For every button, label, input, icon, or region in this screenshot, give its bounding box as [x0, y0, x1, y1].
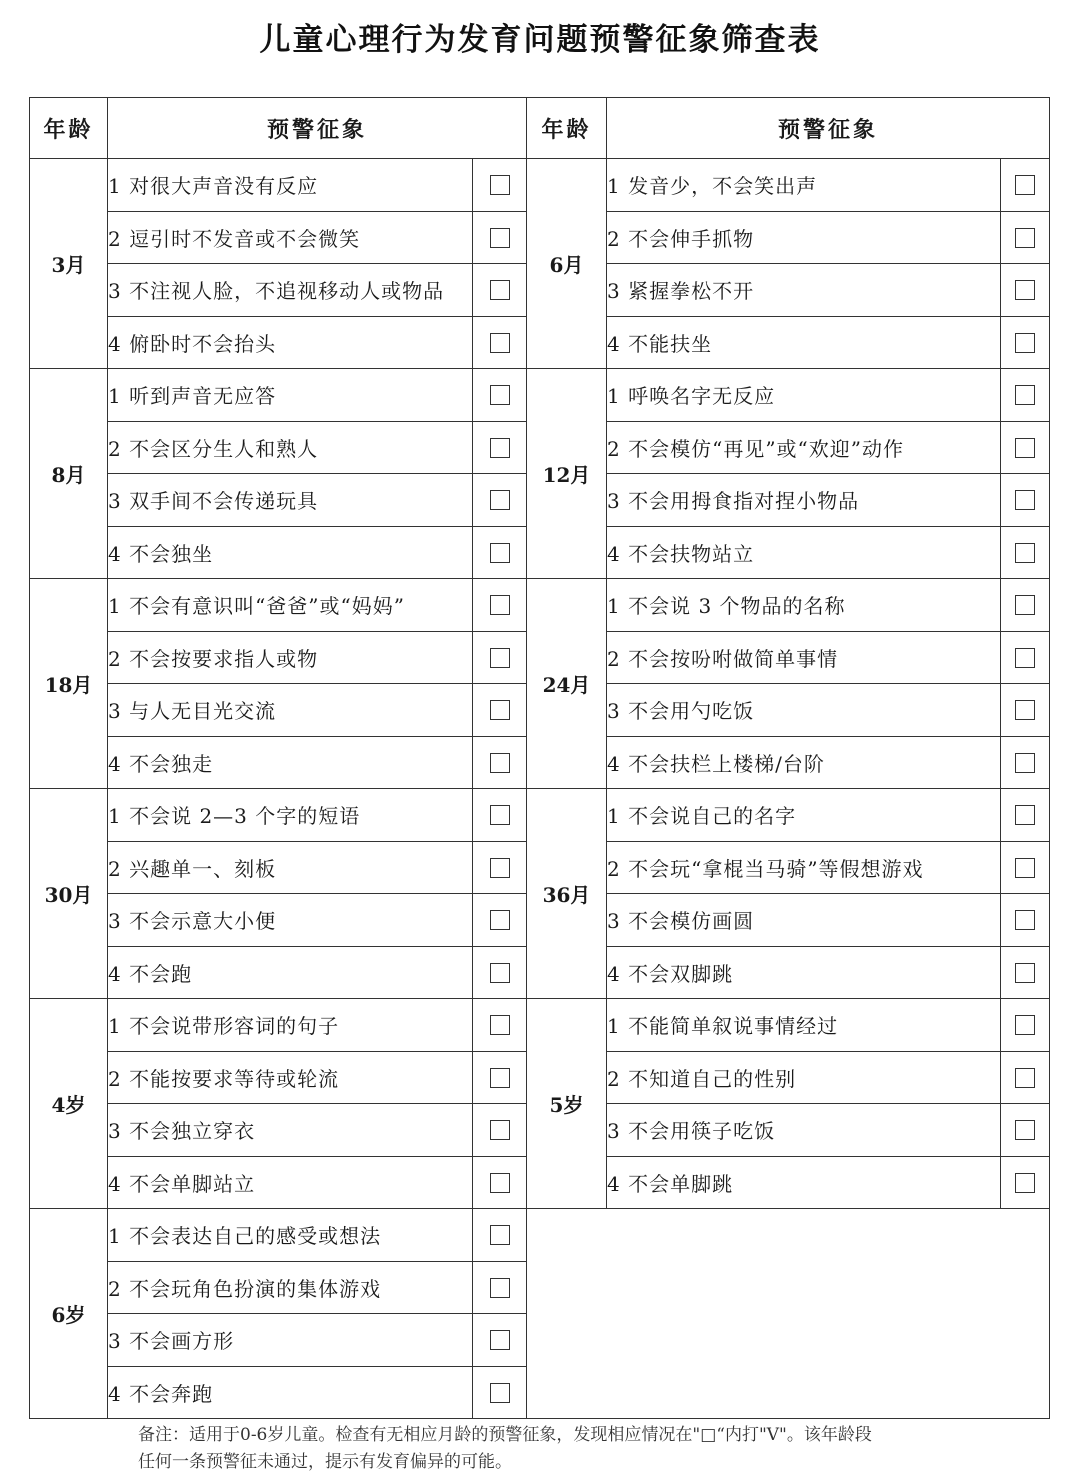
checkbox-cell [1001, 264, 1050, 317]
checkbox-cell [1001, 631, 1050, 684]
checkbox[interactable] [1015, 1015, 1035, 1035]
age-cell: 6岁 [30, 1209, 108, 1419]
sign-text: 1 对很大声音没有反应 [108, 159, 473, 212]
checkbox-cell [473, 579, 527, 632]
checkbox[interactable] [490, 963, 510, 983]
sign-text: 3 不会画方形 [108, 1314, 473, 1367]
checkbox[interactable] [1015, 753, 1035, 773]
sign-text: 3 不会独立穿衣 [108, 1104, 473, 1157]
checkbox-cell [473, 684, 527, 737]
header-age-left: 年龄 [30, 98, 108, 159]
checkbox-cell [473, 1314, 527, 1367]
age-cell: 30月 [30, 789, 108, 999]
sign-text: 4 不能扶坐 [607, 316, 1001, 369]
checkbox-cell [473, 631, 527, 684]
sign-text: 1 听到声音无应答 [108, 369, 473, 422]
sign-text: 3 不注视人脸，不追视移动人或物品 [108, 264, 473, 317]
sign-text: 2 兴趣单一、刻板 [108, 841, 473, 894]
sign-text: 1 发音少，不会笑出声 [607, 159, 1001, 212]
checkbox-cell [1001, 841, 1050, 894]
checkbox-cell [473, 1051, 527, 1104]
checkbox-cell [473, 421, 527, 474]
sign-text: 2 不会模仿“再见”或“欢迎”动作 [607, 421, 1001, 474]
checkbox[interactable] [1015, 333, 1035, 353]
sign-text: 4 不会双脚跳 [607, 946, 1001, 999]
sign-text: 3 紧握拳松不开 [607, 264, 1001, 317]
age-cell: 8月 [30, 369, 108, 579]
sign-text: 4 不会单脚站立 [108, 1156, 473, 1209]
checkbox[interactable] [490, 490, 510, 510]
checkbox-cell [473, 1104, 527, 1157]
header-age-right: 年龄 [527, 98, 607, 159]
sign-text: 4 不会奔跑 [108, 1366, 473, 1419]
sign-text: 3 不会模仿画圆 [607, 894, 1001, 947]
checkbox[interactable] [1015, 438, 1035, 458]
checkbox[interactable] [1015, 175, 1035, 195]
checkbox[interactable] [490, 333, 510, 353]
checkbox[interactable] [490, 228, 510, 248]
checkbox-cell [473, 841, 527, 894]
sign-text: 3 与人无目光交流 [108, 684, 473, 737]
sign-text: 3 不会用筷子吃饭 [607, 1104, 1001, 1157]
table-row [30, 789, 1050, 842]
sign-text: 1 不会有意识叫“爸爸”或“妈妈” [108, 579, 473, 632]
age-cell: 4岁 [30, 999, 108, 1209]
checkbox-cell [1001, 736, 1050, 789]
sign-text: 2 不会伸手抓物 [607, 211, 1001, 264]
checkbox-cell [473, 526, 527, 579]
checkbox[interactable] [490, 648, 510, 668]
age-cell: 3月 [30, 159, 108, 369]
checkbox-cell [1001, 1104, 1050, 1157]
checkbox-cell [1001, 946, 1050, 999]
checkbox-cell [473, 211, 527, 264]
table-header-row [30, 98, 1050, 159]
checkbox-cell [473, 264, 527, 317]
sign-text: 2 不会区分生人和熟人 [108, 421, 473, 474]
checkbox[interactable] [1015, 280, 1035, 300]
checkbox-cell [1001, 684, 1050, 737]
empty-cell [527, 1209, 1050, 1419]
sign-text: 1 不会说 2—3 个字的短语 [108, 789, 473, 842]
checkbox-cell [473, 159, 527, 212]
sign-text: 4 不会扶物站立 [607, 526, 1001, 579]
footnote-line: 备注：适用于0-6岁儿童。检查有无相应月龄的预警征象，发现相应情况在"□“内打"V"。该年龄段 [138, 1425, 872, 1445]
checkbox-cell [1001, 1051, 1050, 1104]
sign-text: 4 不会跑 [108, 946, 473, 999]
age-cell: 18月 [30, 579, 108, 789]
age-cell: 6月 [527, 159, 607, 369]
table-body [30, 159, 1050, 1419]
checkbox[interactable] [490, 1225, 510, 1245]
checkbox[interactable] [1015, 1173, 1035, 1193]
checkbox-cell [473, 1209, 527, 1262]
checkbox[interactable] [1015, 1068, 1035, 1088]
checkbox-cell [473, 1261, 527, 1314]
checkbox[interactable] [490, 1068, 510, 1088]
checkbox[interactable] [1015, 1120, 1035, 1140]
screening-table [29, 97, 1050, 1419]
footnote-line: 任何一条预警征未通过，提示有发育偏异的可能。 [138, 1452, 512, 1472]
checkbox-cell [1001, 894, 1050, 947]
checkbox[interactable] [490, 858, 510, 878]
checkbox[interactable] [490, 1383, 510, 1403]
table-row [30, 369, 1050, 422]
sign-text: 2 不会按要求指人或物 [108, 631, 473, 684]
checkbox[interactable] [490, 175, 510, 195]
checkbox[interactable] [490, 805, 510, 825]
sign-text: 4 不会扶栏上楼梯/台阶 [607, 736, 1001, 789]
checkbox-cell [1001, 369, 1050, 422]
sign-text: 2 不能按要求等待或轮流 [108, 1051, 473, 1104]
sign-text: 1 不能简单叙说事情经过 [607, 999, 1001, 1052]
sign-text: 3 不会用勺吃饭 [607, 684, 1001, 737]
sign-text: 4 不会单脚跳 [607, 1156, 1001, 1209]
sign-text: 3 不会用拇食指对捏小物品 [607, 474, 1001, 527]
checkbox[interactable] [1015, 910, 1035, 930]
checkbox[interactable] [490, 1015, 510, 1035]
checkbox-cell [1001, 159, 1050, 212]
checkbox-cell [473, 474, 527, 527]
sign-text: 1 不会表达自己的感受或想法 [108, 1209, 473, 1262]
header-signs-left: 预警征象 [108, 98, 527, 159]
page-title: 儿童心理行为发育问题预警征象筛查表 [259, 22, 821, 58]
checkbox-cell [473, 789, 527, 842]
checkbox[interactable] [1015, 963, 1035, 983]
checkbox-cell [1001, 579, 1050, 632]
checkbox-cell [473, 999, 527, 1052]
checkbox-cell [473, 894, 527, 947]
checkbox[interactable] [490, 1330, 510, 1350]
sign-text: 1 呼唤名字无反应 [607, 369, 1001, 422]
checkbox-cell [473, 946, 527, 999]
sign-text: 3 不会示意大小便 [108, 894, 473, 947]
checkbox[interactable] [490, 1173, 510, 1193]
checkbox[interactable] [1015, 385, 1035, 405]
age-cell: 24月 [527, 579, 607, 789]
checkbox-cell [1001, 526, 1050, 579]
footnote [138, 1422, 998, 1476]
checkbox-cell [473, 369, 527, 422]
checkbox[interactable] [1015, 700, 1035, 720]
checkbox-cell [1001, 421, 1050, 474]
checkbox[interactable] [490, 700, 510, 720]
age-cell: 5岁 [527, 999, 607, 1209]
checkbox[interactable] [490, 595, 510, 615]
sign-text: 2 不知道自己的性别 [607, 1051, 1001, 1104]
checkbox-cell [1001, 999, 1050, 1052]
checkbox-cell [1001, 316, 1050, 369]
checkbox[interactable] [490, 1120, 510, 1140]
checkbox-cell [473, 316, 527, 369]
checkbox[interactable] [1015, 805, 1035, 825]
sign-text: 3 双手间不会传递玩具 [108, 474, 473, 527]
checkbox[interactable] [1015, 543, 1035, 563]
checkbox[interactable] [1015, 228, 1035, 248]
sign-text: 2 不会玩“拿棍当马骑”等假想游戏 [607, 841, 1001, 894]
age-cell: 36月 [527, 789, 607, 999]
sign-text: 4 不会独走 [108, 736, 473, 789]
age-cell: 12月 [527, 369, 607, 579]
sign-text: 2 不会玩角色扮演的集体游戏 [108, 1261, 473, 1314]
checkbox-cell [1001, 211, 1050, 264]
sign-text: 1 不会说 3 个物品的名称 [607, 579, 1001, 632]
checkbox[interactable] [1015, 648, 1035, 668]
sign-text: 4 俯卧时不会抬头 [108, 316, 473, 369]
table-row [30, 999, 1050, 1052]
sign-text: 2 不会按吩咐做简单事情 [607, 631, 1001, 684]
checkbox-cell [473, 1366, 527, 1419]
checkbox[interactable] [1015, 490, 1035, 510]
checkbox[interactable] [1015, 595, 1035, 615]
table-row [30, 1209, 1050, 1262]
header-signs-right: 预警征象 [607, 98, 1050, 159]
checkbox[interactable] [490, 753, 510, 773]
sign-text: 4 不会独坐 [108, 526, 473, 579]
table-row [30, 579, 1050, 632]
checkbox[interactable] [490, 543, 510, 563]
checkbox[interactable] [490, 280, 510, 300]
sign-text: 1 不会说自己的名字 [607, 789, 1001, 842]
checkbox[interactable] [490, 438, 510, 458]
checkbox[interactable] [490, 1278, 510, 1298]
checkbox-cell [1001, 789, 1050, 842]
sign-text: 1 不会说带形容词的句子 [108, 999, 473, 1052]
checkbox-cell [1001, 1156, 1050, 1209]
checkbox-cell [473, 736, 527, 789]
checkbox-cell [1001, 474, 1050, 527]
sign-text: 2 逗引时不发音或不会微笑 [108, 211, 473, 264]
checkbox[interactable] [490, 910, 510, 930]
table-row [30, 159, 1050, 212]
checkbox[interactable] [490, 385, 510, 405]
checkbox[interactable] [1015, 858, 1035, 878]
checkbox-cell [473, 1156, 527, 1209]
